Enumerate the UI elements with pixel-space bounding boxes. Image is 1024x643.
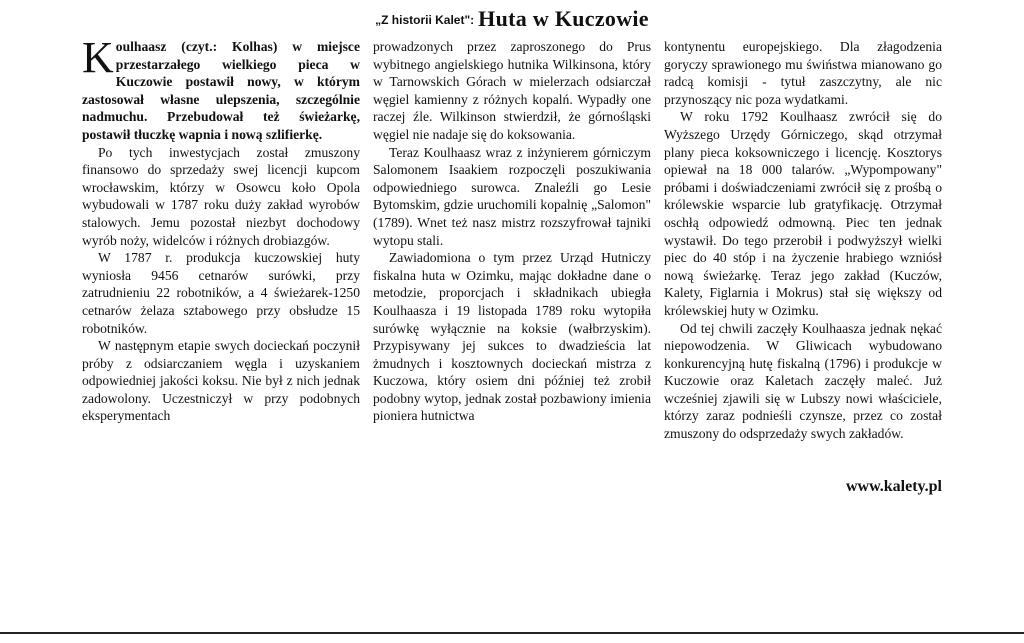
website-url: www.kalety.pl [845,478,942,495]
column-3 [664,38,942,478]
paragraph: W roku 1792 Koulhaasz zwrócił się do Wyższego Urzędy Górniczego, skąd otrzymał plany pieca koksowniczego i licencję. Kosztorys opiewał na 18 000 talarów. „Wypompowany" próbami i doświadczeniami zwrócił się z prośbą o królewskie wsparcie lub gratyfikację. Otrzymał oschłą odpowiedź odmowną. Piec ten jednak wystawił. Do tego przerobił i podwyższył wielki piec do 40 stóp i na życzenie hrabiego wzniósł nową świeżarkę. Teraz jego zakład (Kuczów, Kalety, Figlarnia i Mokrus) stał się większy od królewskiej huty w Ozimku. [664,109,942,318]
series-label: „Z historii Kalet": [375,13,475,27]
lead-paragraph [82,38,360,144]
article-body [82,38,942,478]
paragraph: W następnym etapie swych docieckań poczynił próby z odsiarczaniem węgla i uzyskaniem odpowiedniej jakości koksu. Nie był z nich jednak zadowolony. Uczestniczył w przy podobnych eksperymentach [82,338,360,424]
paragraph: Zawiadomiona o tym przez Urząd Hutniczy fiskalna huta w Ozimku, mając dokładne dane o metodzie, proporcjach i składnikach ubiegła Koulhaasza i 19 listopada 1789 roku wytopiła surówkę wyłącznie na koksie (wałbrzyskim). Przypisywany jej sukces to dwadzieścia lat żmudnych i kosztownych docieckań mistrza z Kuczowa, który osiem dni później też zrobił podobny wytop, jednak został pozbawiony imienia pioniera hutnictwa [373,250,651,424]
column-1 [82,38,360,478]
column-2 [373,38,651,478]
bottom-divider [0,632,1024,634]
paragraph: Po tych inwestycjach został zmuszony finansowo do sprzedaży swej licencji kupcom wrocławskim, którzy w Osowcu koło Opola wybudowali w 1787 roku duży zakład wyrobów stalowych. Jemu pozostał niezbyt dochodowy wyrób noży, widelców i różnych drobiazgów. [82,144,360,248]
paragraph: Teraz Koulhaasz wraz z inżynierem górniczym Salomonem Isaakiem rozpoczęli poszukiwania odpowiedniego surowca. Znaleźli go Lesie Bytomskim, gdzie uruchomili kopalnię „Salomon" (1789). Wnet też nasz mistrz rozszyfrował tajniki wytopu stali. [373,144,651,248]
page-title: Huta w Kuczowie [478,6,649,31]
drop-cap: K [82,38,114,82]
paragraph-continued: prowadzonych przez zaproszonego do Prus wybitnego angielskiego hutnika Wilkinsona, który w Tarnowskich Górach w mielerzach odsiarczał węgiel kamienny z różnych kopalń. Wypadły one raczej źle. Wilkinson stwierdził, że górnośląski węgiel nie nadaje się do koksowania. [373,39,651,142]
lead-text: oulhaasz (czyt.: Kolhas) w miejsce przestarzałego wielkiego pieca w Kuczowie postawił nowy, w którym zastosował własne ulepszenia, szczególnie nadmuchu. Przebudował też świeżarkę, postawił tłuczkę wapnia i nową szlifierkę. [82,39,360,142]
paragraph: Od tej chwili zaczęły Koulhaasza jednak nękać niepowodzenia. W Gliwicach wybudowano konkurencyjną hutę fiskalną (1796) i produkcje w Kuczowie oraz Kaletach zaczęły maleć. Już wcześniej zjawili się w Lubszy nowi właściciele, którzy zaraz podnieśli czynsze, przez co został zmuszony do odsprzedaży swych zakładów. [664,320,942,442]
paragraph-continued: kontynentu europejskiego. Dla złagodzenia goryczy sprawionego mu świństwa mianowano go radcą komisji - tytuł zaszczytny, ale nic przynoszący nic poza wydatkami. [664,39,942,107]
paragraph: W 1787 r. produkcja kuczowskiej huty wyniosła 9456 cetnarów surówki, przy zatrudnieniu 22 robotników, a 4 świeżarek-1250 cetnarów żelaza sztabowego przy obsłudze 15 robotników. [82,250,360,336]
article-header [0,6,1024,32]
